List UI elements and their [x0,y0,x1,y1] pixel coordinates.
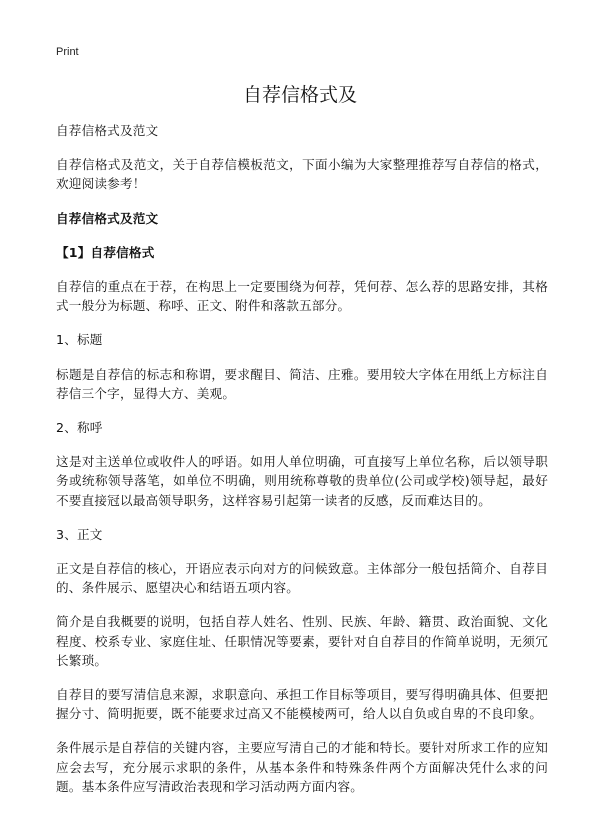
body-paragraph: 标题是自荐信的标志和称谓，要求醒目、简洁、庄雅。要用较大字体在用纸上方标注自荐信三个字，显得大方、美观。 [56,366,548,401]
body-paragraph: 条件展示是自荐信的关键内容，主要应写清自己的才能和特长。要针对所求工作的应知应会去写，充分展示求职的条件，从基本条件和特殊条件两个方面解决凭什么求的问题。基本条件应写清政治表现和学习活动两方面内容。 [56,740,548,794]
item-heading-body: 3、正文 [56,526,103,542]
print-label: Print [56,46,79,58]
intro-paragraph: 自荐信格式及范文，关于自荐信模板范文，下面小编为大家整理推荐写自荐信的格式，欢迎阅读参考！ [56,157,548,192]
intro-heading: 自荐信格式及范文 [56,123,159,138]
body-paragraph: 简介是自我概要的说明，包括自荐人姓名、性别、民族、年龄、籍贯、政治面貌、文化程度、校系专业、家庭住址、任职情况等要素，要针对自自荐目的作简单说明，无须冗长繁琐。 [56,614,548,668]
document-title: 自荐信格式及 [242,84,357,106]
subsection-heading: 【1】自荐信格式 [56,244,155,260]
item-heading-salutation: 2、称呼 [56,420,103,436]
body-paragraph: 自荐目的要写清信息来源，求职意向、承担工作目标等项目，要写得明确具体、但要把握分寸、简明扼要，既不能要求过高又不能模棱两可，给人以自负或自卑的不良印象。 [56,687,548,722]
item-heading-title: 1、标题 [56,332,103,348]
document-body [56,121,548,796]
body-paragraph: 这是对主送单位或收件人的呼语。如用人单位明确，可直接写上单位名称，后以领导职务或统称领导落笔，如单位不明确，则用统称尊敬的贵单位(公司或学校)领导起，最好不要直接冠以最高领导职务，这样容易引起第一读者的反感，反而难达目的。 [56,454,548,508]
body-paragraph: 正文是自荐信的核心，开语应表示向对方的问候致意。主体部分一般包括简介、自荐目的、条件展示、愿望决心和结语五项内容。 [56,561,548,596]
section-heading: 自荐信格式及范文 [56,210,159,226]
body-paragraph: 自荐信的重点在于荐，在构思上一定要围绕为何荐，凭何荐、怎么荐的思路安排，其格式一般分为标题、称呼、正文、附件和落款五部分。 [56,279,548,314]
